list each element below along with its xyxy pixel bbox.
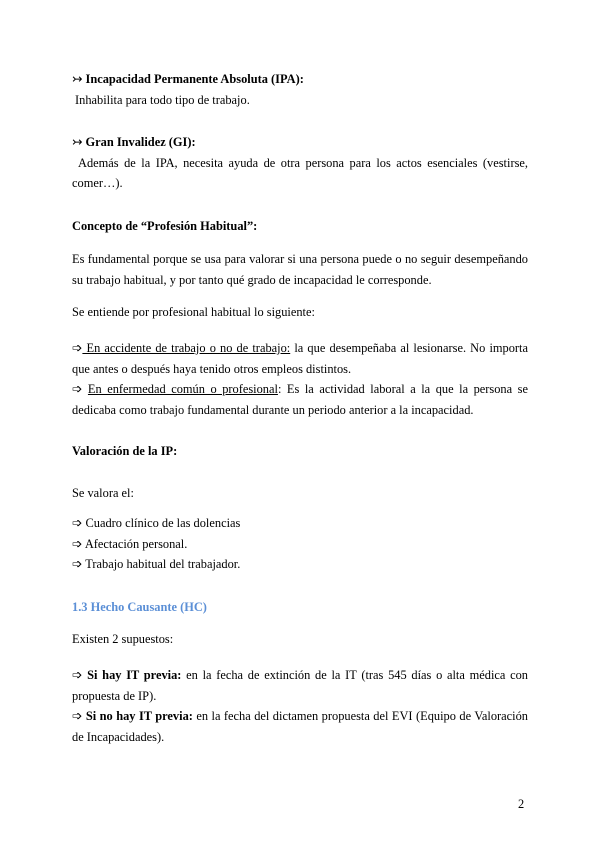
hecho-intro: Existen 2 supuestos:: [72, 632, 174, 646]
hand-bullet-icon: ➩: [72, 341, 83, 355]
profesion-title: Concepto de “Profesión Habitual”:: [72, 219, 258, 233]
hecho-item-text: en la fecha de extinción de la IT (tras 545 días o alta médica con propuesta de IP).: [72, 668, 528, 703]
hecho-causante-heading: 1.3 Hecho Causante (HC): [72, 600, 207, 614]
valoracion-list-item: [72, 554, 528, 575]
valoracion-item-text: Afectación personal.: [84, 536, 188, 551]
hecho-item-label: Si no hay IT previa:: [85, 709, 193, 723]
hand-bullet-icon: ➩: [72, 668, 83, 682]
profesion-item-label: En accidente de trabajo o no de trabajo:: [82, 341, 291, 355]
ipa-heading: [72, 69, 528, 90]
valoracion-item-text: Cuadro clínico de las dolencias: [85, 516, 241, 530]
hand-bullet-icon: ➩: [72, 516, 83, 530]
arrow-bullet-icon: ↣: [72, 72, 83, 86]
hecho-item-label: Si hay IT previa:: [87, 668, 182, 682]
valoracion-list-item: [72, 534, 528, 555]
valoracion-intro: Se valora el:: [72, 486, 134, 500]
valoracion-list: [72, 513, 528, 575]
hecho-list-item: [72, 665, 528, 706]
gi-section: [72, 132, 528, 194]
hecho-list-item: [72, 706, 528, 747]
hand-bullet-icon: ➩: [72, 709, 83, 723]
profesion-item-text: : Es la actividad laboral a la que la persona se dedicaba como trabajo fundamental durante un periodo anterior a la incapacidad.: [72, 382, 528, 417]
hand-bullet-icon: ➩: [72, 536, 83, 551]
gi-heading: [72, 132, 528, 153]
profesion-list-item: [72, 338, 528, 379]
hand-bullet-icon: ➩: [72, 382, 83, 396]
ipa-title: Incapacidad Permanente Absoluta (IPA):: [85, 72, 304, 86]
hecho-list: [72, 665, 528, 747]
profesion-list: [72, 338, 528, 420]
arrow-bullet-icon: ↣: [72, 135, 83, 149]
profesion-paragraph-2: Se entiende por profesional habitual lo siguiente:: [72, 305, 315, 319]
gi-title: Gran Invalidez (GI):: [85, 135, 196, 149]
hecho-item-text: en la fecha del dictamen propuesta del EVI (Equipo de Valoración de Incapacidades).: [72, 709, 528, 744]
hand-bullet-icon: ➩: [72, 557, 83, 571]
gi-text: Además de la IPA, necesita ayuda de otra persona para los actos esenciales (vestirse, comer…).: [72, 155, 528, 190]
profesion-item-text: la que desempeñaba al lesionarse. No importa que antes o después haya tenido otros empleos distintos.: [72, 341, 528, 376]
valoracion-item-text: Trabajo habitual del trabajador.: [85, 557, 241, 571]
valoracion-title: Valoración de la IP:: [72, 444, 178, 458]
ipa-text: Inhabilita para todo tipo de trabajo.: [75, 92, 250, 107]
ipa-section: [72, 69, 528, 110]
profesion-list-item: [72, 379, 528, 420]
valoracion-list-item: [72, 513, 528, 534]
profesion-paragraph-1: Es fundamental porque se usa para valorar si una persona puede o no seguir desempeñando su trabajo habitual, y por tanto qué grado de incapacidad le corresponde.: [72, 252, 528, 287]
page-number: 2: [518, 797, 525, 811]
profesion-item-label: En enfermedad común o profesional: [87, 382, 278, 396]
